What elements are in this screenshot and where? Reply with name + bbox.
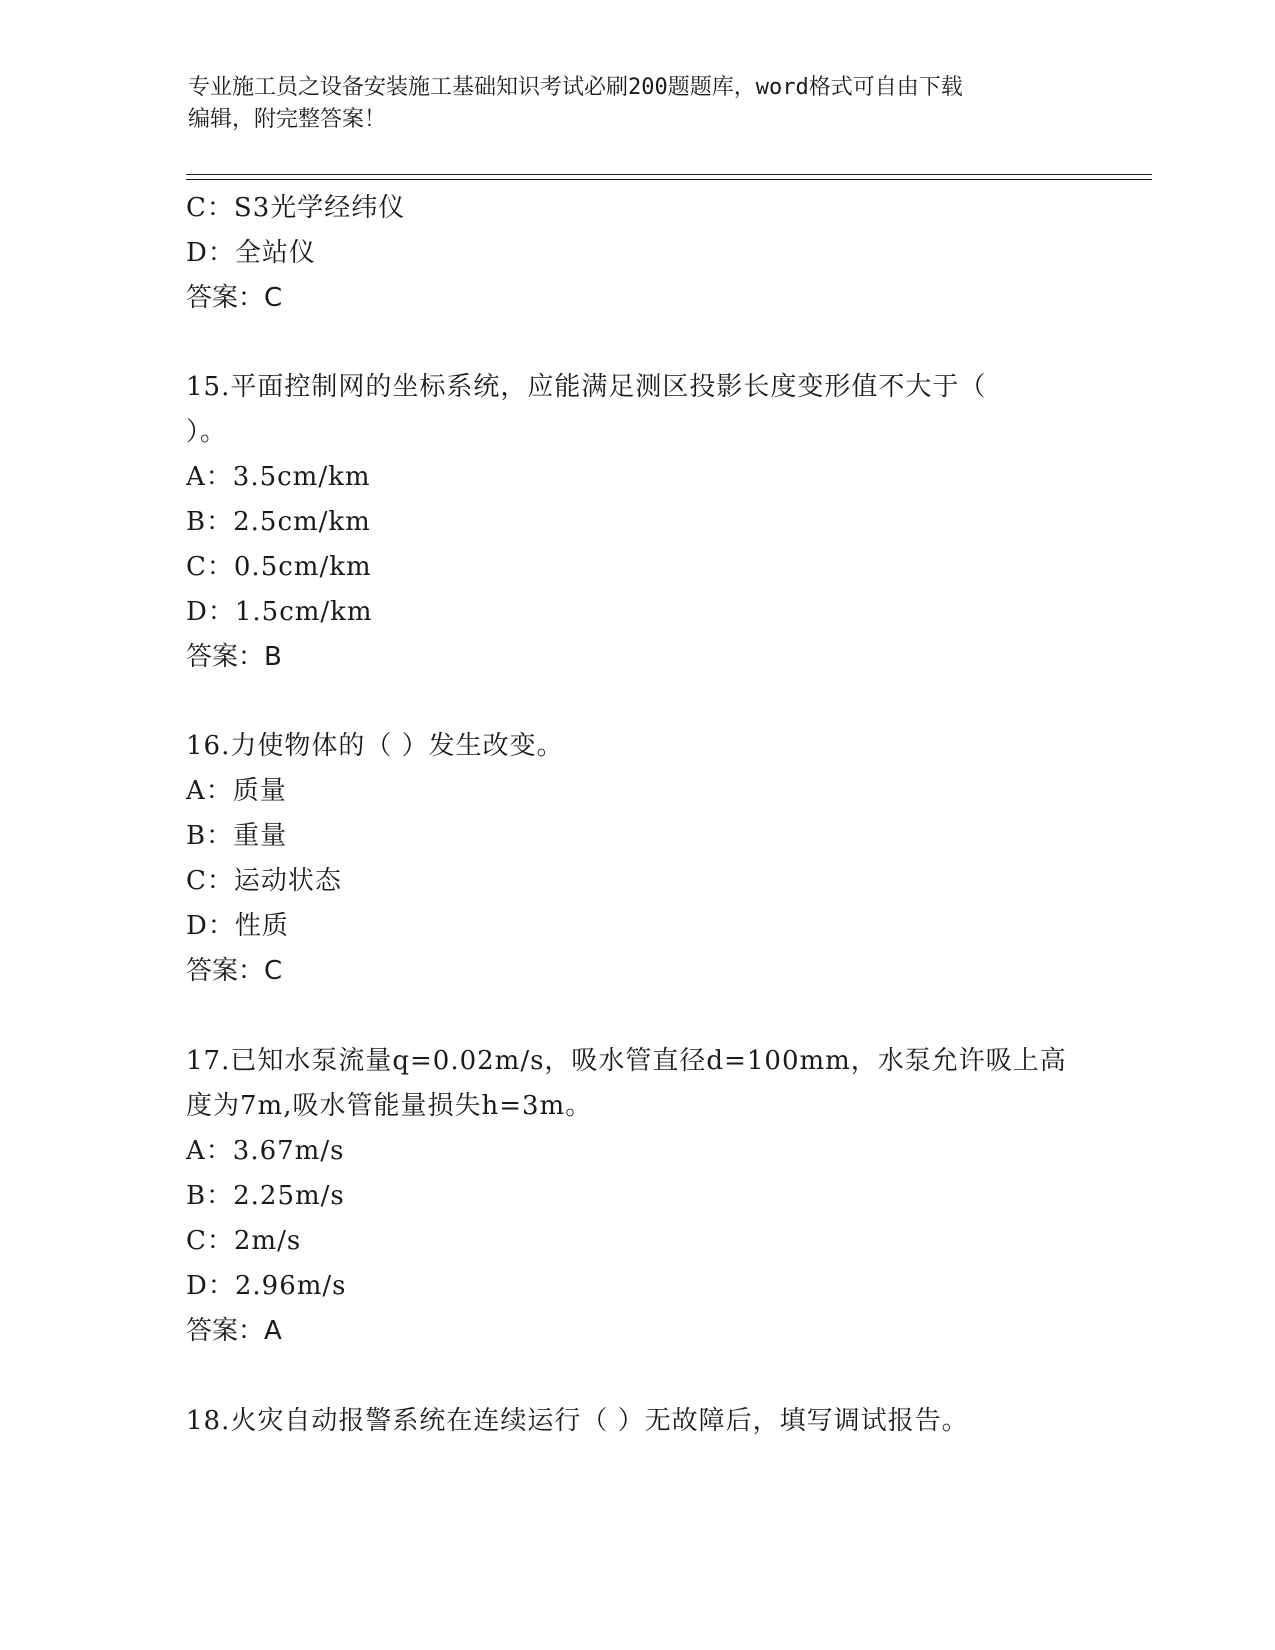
- q17-stem-line-1: 17.已知水泵流量q=0.02m/s，吸水管直径d=100mm，水泵允许吸上高: [186, 1046, 1067, 1076]
- q15-answer: 答案：B: [186, 642, 282, 672]
- header-line-2: 编辑，附完整答案！: [188, 107, 387, 132]
- q15-option-b: B：2.5cm/km: [186, 507, 371, 537]
- q17-option-c: C：2m/s: [186, 1226, 302, 1256]
- q16-answer: 答案：C: [186, 956, 283, 986]
- q17-option-d: D：2.96m/s: [186, 1271, 347, 1301]
- q14-option-c: C：S3光学经纬仪: [186, 193, 406, 223]
- q16-option-a: A：质量: [186, 776, 287, 806]
- header-divider-top: [186, 174, 1152, 175]
- q14-option-d: D：全站仪: [186, 238, 316, 268]
- q17-stem-line-2: 度为7m,吸水管能量损失h=3m。: [186, 1091, 593, 1121]
- q16-option-d: D：性质: [186, 911, 289, 941]
- q16-option-c: C：运动状态: [186, 866, 342, 896]
- q15-option-d: D：1.5cm/km: [186, 597, 373, 627]
- document-header: [188, 72, 1088, 136]
- q18-stem: 18.火灾自动报警系统在连续运行（ ）无故障后，填写调试报告。: [186, 1406, 969, 1436]
- q15-stem-line-1: 15.平面控制网的坐标系统，应能满足测区投影长度变形值不大于（: [186, 372, 987, 402]
- q17-answer: 答案：A: [186, 1316, 282, 1346]
- q15-stem-line-2: ）。: [186, 417, 228, 447]
- q17-option-a: A：3.67m/s: [186, 1136, 345, 1166]
- header-divider-bottom: [186, 179, 1152, 180]
- q15-option-a: A：3.5cm/km: [186, 462, 371, 492]
- q16-stem: 16.力使物体的（ ）发生改变。: [186, 731, 564, 761]
- header-line-1: 专业施工员之设备安装施工基础知识考试必刷200题题库，word格式可自由下载: [188, 75, 963, 100]
- q17-option-b: B：2.25m/s: [186, 1181, 345, 1211]
- q14-answer: 答案：C: [186, 283, 283, 313]
- q16-option-b: B：重量: [186, 821, 288, 851]
- q15-option-c: C：0.5cm/km: [186, 552, 372, 582]
